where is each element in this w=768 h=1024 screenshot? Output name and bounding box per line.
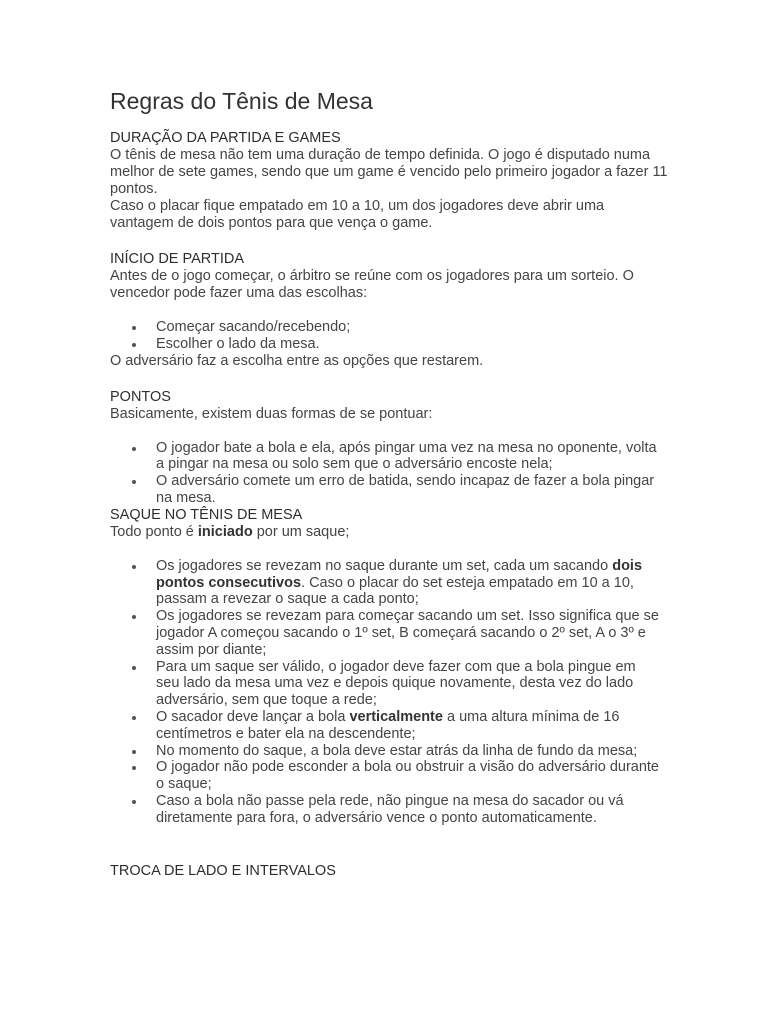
list-item: Escolher o lado da mesa. (110, 336, 670, 353)
section-troca (110, 863, 670, 880)
bullet-list (110, 558, 670, 827)
section-heading: INÍCIO DE PARTIDA (110, 251, 245, 267)
list-item: O jogador não pode esconder a bola ou obstruir a visão do adversário durante o saque; (110, 759, 662, 793)
section-heading: SAQUE NO TÊNIS DE MESA (110, 506, 303, 523)
document-page (110, 86, 670, 880)
paragraph: Antes de o jogo começar, o árbitro se reúne com os jogadores para um sorteio. O vencedor pode fazer uma das escolhas: (110, 268, 634, 301)
paragraph: Caso o placar fique empatado em 10 a 10, um dos jogadores deve abrir uma vantagem de dois pontos para que vença o game. (110, 198, 605, 231)
bullet-list (110, 440, 670, 507)
list-item: O adversário comete um erro de batida, sendo incapaz de fazer a bola pingar na mesa. (110, 473, 660, 507)
bullet-icon (132, 447, 136, 451)
section-heading: PONTOS (110, 388, 171, 405)
section-heading: TROCA DE LADO E INTERVALOS (110, 862, 336, 879)
list-item: Os jogadores se revezam para começar sacando um set. Isso significa que se jogador A começou sacando o 1º set, B começará sacando o 2º set, A o 3º e assim por diante; (110, 608, 662, 658)
section-heading: DURAÇÃO DA PARTIDA E GAMES (110, 130, 341, 146)
bullet-icon (132, 800, 136, 804)
page-title: Regras do Tênis de Mesa (110, 88, 373, 114)
bullet-list (110, 319, 670, 353)
bullet-icon (132, 750, 136, 754)
bullet-icon (132, 666, 136, 670)
bullet-icon (132, 565, 136, 569)
paragraph: Basicamente, existem duas formas de se pontuar: (110, 405, 433, 422)
list-item: Os jogadores se revezam no saque durante um set, cada um sacando dois pontos consecutivos. Caso o placar do set esteja empatado em 10 a 10, passam a revezar o saque a cada ponto; (110, 558, 662, 608)
section-saque (110, 507, 670, 827)
list-item: Caso a bola não passe pela rede, não pingue na mesa do sacador ou vá diretamente para fora, o adversário vence o ponto automaticamente. (110, 793, 662, 827)
bullet-icon (132, 343, 136, 347)
list-item: Começar sacando/recebendo; (110, 319, 670, 336)
bullet-icon (132, 766, 136, 770)
paragraph: Todo ponto é iniciado por um saque; (110, 523, 350, 540)
section-inicio (110, 251, 670, 370)
list-item: Para um saque ser válido, o jogador deve fazer com que a bola pingue em seu lado da mesa uma vez e depois quique novamente, desta vez do lado adversário, sem que toque a rede; (110, 659, 662, 709)
list-item: O sacador deve lançar a bola verticalmente a uma altura mínima de 16 centímetros e bater ela na descendente; (110, 709, 662, 743)
bullet-icon (132, 480, 136, 484)
bullet-icon (132, 615, 136, 619)
paragraph: O adversário faz a escolha entre as opções que restarem. (110, 352, 484, 369)
section-pontos (110, 389, 670, 507)
section-duracao (110, 130, 670, 232)
bullet-icon (132, 326, 136, 330)
paragraph: O tênis de mesa não tem uma duração de tempo definida. O jogo é disputado numa melhor de sete games, sendo que um game é vencido pelo primeiro jogador a fazer 11 pontos. (110, 147, 668, 197)
list-item: O jogador bate a bola e ela, após pingar uma vez na mesa no oponente, volta a pingar na mesa ou solo sem que o adversário encoste nela; (110, 440, 660, 474)
list-item: No momento do saque, a bola deve estar atrás da linha de fundo da mesa; (110, 743, 662, 760)
bullet-icon (132, 716, 136, 720)
